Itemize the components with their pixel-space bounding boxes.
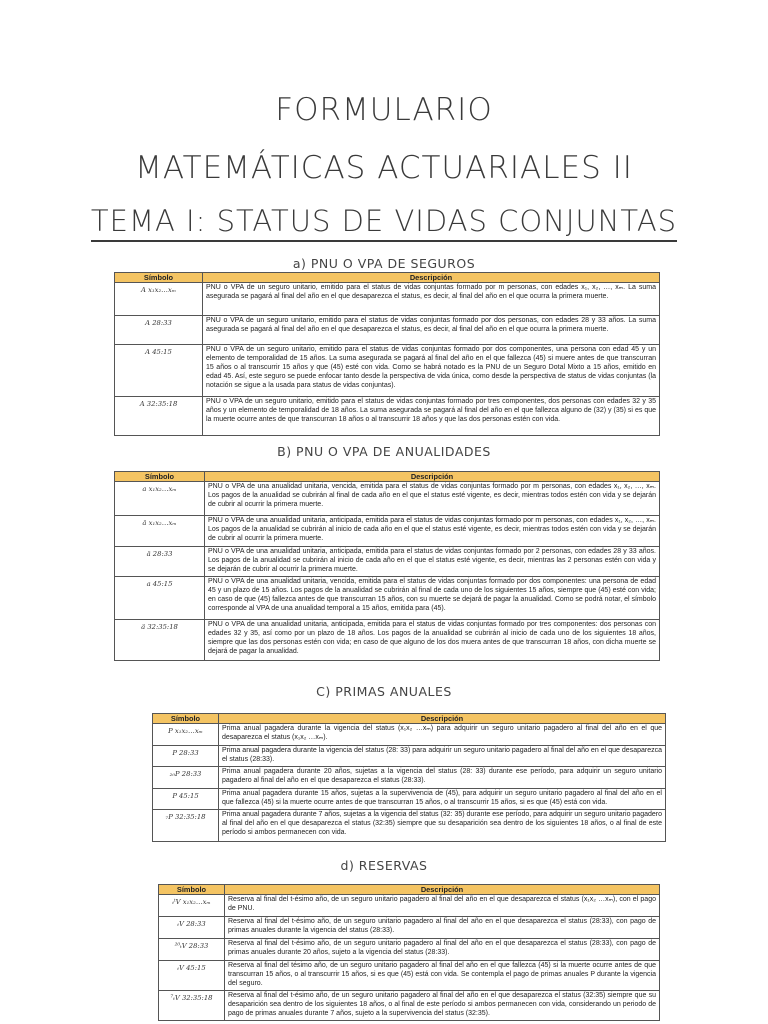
formula-description: Prima anual pagadera durante 20 años, sujetas a la vigencia del status (28: 33) durante ese período, para adquirir un seguro unitario pagadero al final del año en el que desaparezca el status (28:33). (219, 767, 666, 789)
formula-symbol: A x₁x₂…xₘ (115, 283, 203, 316)
table-row (115, 577, 660, 620)
formula-description: PNU o VPA de una anualidad unitaria, anticipada, emitida para el status de vidas conjuntas formado por 2 personas, con edades 28 y 33 años. Los pagos de la anualidad se cubrirán al inicio de cada año en el que el status esté vigente, es decir, mientras las 2 personas estén con vida y se dejarán de cubrir al ocurrir la primera muerte. (205, 547, 660, 577)
table-row (159, 961, 660, 991)
section-c-heading: C) PRIMAS ANUALES (316, 684, 452, 699)
formula-symbol: A 28:33 (115, 316, 203, 345)
formula-description: PNU o VPA de un seguro unitario, emitido para el status de vidas conjuntas formado por tres componentes, dos personas con edades 32 y 35 años y un elemento de temporalidad de 18 años. La suma asegurada se pagará al final del año en el que fallezca alguno de (32) y (35) si es que la muerte ocurre antes de que transcurran 18 años o al transcurrir 18 años y que las dos personas estén con vida. (203, 397, 660, 436)
formula-symbol: ä 28:33 (115, 547, 205, 577)
table-header-row (153, 714, 666, 724)
formula-description: PNU o VPA de un seguro unitario, emitido para el status de vidas conjuntas formado por m personas, con edades x₁, x₂, …, xₘ. La suma asegurada se pagará al final del año en el que desaparezca el status, es decir, al final del año en el que ocurra la primera muerte. (203, 283, 660, 316)
table-row (153, 767, 666, 789)
formula-description: Prima anual pagadera durante la vigencia del status (x₁x₂ …xₘ) para adquirir un seguro unitario pagadero al final del año en el que desaparezca el status (x₁x₂ …xₘ). (219, 724, 666, 746)
col-symbol-header: Símbolo (153, 714, 219, 724)
col-desc-header: Descripción (203, 273, 660, 283)
formula-symbol: P x₁x₂…xₘ (153, 724, 219, 746)
table-seguros (114, 272, 660, 436)
formula-symbol: P 28:33 (153, 746, 219, 767)
formula-description: Reserva al final del t-ésimo año, de un seguro unitario pagadero al final del año en el que desaparezca el status (28:33), con pago de primas anuales durante la vigencia del status (28:33). (225, 917, 660, 939)
table-header-row (159, 885, 660, 895)
table-row (159, 917, 660, 939)
table-row (115, 482, 660, 516)
col-desc-header: Descripción (225, 885, 660, 895)
table-row (159, 991, 660, 1021)
formula-symbol: ₜᵗV x₁x₂…xₘ (159, 895, 225, 917)
formula-description: PNU o VPA de una anualidad unitaria, vencida, emitida para el status de vidas conjuntas formado por m personas, con edades x₁, x₂, …, xₘ. Los pagos de la anualidad se cubrirán al final de cada año en el que el status esté vigente, es decir, mientras todos estén con vida y se dejarán de cubrir al ocurrir la primera muerte. (205, 482, 660, 516)
formula-symbol: P 45:15̅ (153, 789, 219, 810)
formula-symbol: A 45:15̅ (115, 345, 203, 397)
table-header-row (115, 472, 660, 482)
col-symbol-header: Símbolo (115, 273, 203, 283)
formula-symbol: ä x₁x₂…xₘ (115, 516, 205, 547)
table-row (115, 620, 660, 661)
table-row (115, 516, 660, 547)
table-row (115, 547, 660, 577)
title-topic-text: TEMA I: STATUS DE VIDAS CONJUNTAS (91, 204, 677, 242)
table-row (153, 789, 666, 810)
formula-symbol: a x₁x₂…xₘ (115, 482, 205, 516)
section-d-heading: d) RESERVAS (340, 858, 428, 873)
section-a-heading: a) PNU O VPA DE SEGUROS (292, 256, 476, 271)
section-b-heading: B) PNU O VPA DE ANUALIDADES (277, 444, 491, 459)
formula-symbol: ₂₀P 28:33 (153, 767, 219, 789)
formula-description: PNU o VPA de un seguro unitario, emitido para el status de vidas conjuntas formado por dos personas, con edades 28 y 33 años. La suma asegurada se pagará al final del año en el que desaparezca el status, es decir, al final del año en el que ocurra la primera muerte. (203, 316, 660, 345)
col-symbol-header: Símbolo (159, 885, 225, 895)
title-formulario: FORMULARIO (275, 92, 493, 128)
table-row (153, 724, 666, 746)
col-desc-header: Descripción (219, 714, 666, 724)
formula-description: PNU o VPA de una anualidad unitaria, anticipada, emitida para el status de vidas conjuntas formado por tres componentes: dos personas con edades 32 y 35, así como por un plazo de 18 años. Los pagos de la anualidad se cubrirán al inicio de cada uno de los siguientes 18 años, siempre que las dos personas estén con vida; en caso de que alguno de los dos muera antes de que transcurran 18 años, con dicha muerte se dejará de pagar la anualidad. (205, 620, 660, 661)
formula-description: Prima anual pagadera durante la vigencia del status (28: 33) para adquirir un seguro unitario pagadero al final del año en el que desaparezca el status (28:33). (219, 746, 666, 767)
formula-description: Reserva al final del t-ésimo año, de un seguro unitario pagadero al final del año en el que desaparezca el status (32:35) siempre que su desaparición sea dentro de los siguientes 18 años, o al final de este período si ambos permanecen con vida, considerando un periodo de pago de primas anuales durante 7 años, sujeto a la supervivencia del status (32:35). (225, 991, 660, 1021)
formula-description: PNU o VPA de una anualidad unitaria, vencida, emitida para el status de vidas conjuntas formado por dos componentes: una persona de edad 45 y un plazo de 15 años. Los pagos de la anualidad se cubrirán al final de cada uno de los siguientes 15 años, siempre que (45) esté con vida; en caso de que (45) fallezca antes de que transcurran 15 años, con su muerte se dejará de pagar la anualidad. Como se podrá notar, el símbolo corresponde al VPA de una anualidad temporal a 15 años, emitida para (45). (205, 577, 660, 620)
formula-description: PNU o VPA de un seguro unitario, emitido para el status de vidas conjuntas formado por dos componentes, una persona con edad 45 y un elemento de temporalidad de 15 años. La suma asegurada se pagará al final del año en el que fallezca (45) si muere antes de que transcurran 15 años o al transcurrir 15 años y que (45) esté con vida. Como se habrá notado es la PNU de un Seguro Dotal Mixto a 15 años, emitido en edad 45. Así, este seguro se puede enfocar tanto desde la perspectiva de vida única, como desde la perspectiva de status de vidas conjuntas (la notación se sigue a la usada para status de vidas conjuntas). (203, 345, 660, 397)
formula-symbol: ²⁰ₜV 28:33 (159, 939, 225, 961)
table-row (115, 283, 660, 316)
formula-symbol: A 32:35:18̅ (115, 397, 203, 436)
table-anualidades (114, 471, 660, 661)
table-row (115, 397, 660, 436)
table-reservas (158, 884, 660, 1021)
formula-description: Reserva al final del t-ésimo año, de un seguro unitario pagadero al final del año en el que desaparezca el status (28:33), con pago de primas anuales durante 20 años, sujeto a la vigencia del status (28:33). (225, 939, 660, 961)
table-row (115, 345, 660, 397)
title-topic (0, 204, 768, 238)
table-row (153, 746, 666, 767)
formula-symbol: ⁷ₜV 32:35:18̅ (159, 991, 225, 1021)
table-row (159, 939, 660, 961)
table-primas (152, 713, 666, 842)
formula-symbol: ₇P 32:35:18̅ (153, 810, 219, 842)
table-row (159, 895, 660, 917)
formula-description: Prima anual pagadera durante 7 años, sujetas a la vigencia del status (32: 35) durante ese período, para adquirir un seguro unitario pagadero al final del año en el que desaparezca el status (32:35) siempre que su desaparición sea dentro de los siguientes 18 años, o al final de este período si ambos permanecen con vida. (219, 810, 666, 842)
table-row (153, 810, 666, 842)
title-subject: MATEMÁTICAS ACTUARIALES II (135, 150, 633, 186)
formula-symbol: a 45:15̅ (115, 577, 205, 620)
col-symbol-header: Símbolo (115, 472, 205, 482)
formula-description: Reserva al final del tésimo año, de un seguro unitario pagadero al final del año en el que fallezca (45) si la muerte ocurre antes de que transcurran 15 años, o al transcurrir 15 años, si es que (45) está con vida. Se contempla el pago de primas anuales P durante la vigencia del seguro. (225, 961, 660, 991)
formula-description: Prima anual pagadera durante 15 años, sujetas a la supervivencia de (45), para adquirir un seguro unitario pagadero al final del año en el que fallezca (45) si la muerte ocurre antes de que transcurran 15 años, o al transcurrir 15 años, si es que (45) está con vida. (219, 789, 666, 810)
formula-symbol: ₜV 45:15̅ (159, 961, 225, 991)
table-row (115, 316, 660, 345)
formula-symbol: ä 32:35:18̅ (115, 620, 205, 661)
col-desc-header: Descripción (205, 472, 660, 482)
formula-symbol: ₜV 28:33 (159, 917, 225, 939)
formula-description: PNU o VPA de una anualidad unitaria, anticipada, emitida para el status de vidas conjuntas formado por m personas, con edades x₁, x₂, …, xₘ. Los pagos de la anualidad se cubrirán al inicio de cada año en el que el status esté vigente, es decir, mientras todos estén con vida y se dejarán de cubrir al ocurrir la primera muerte. (205, 516, 660, 547)
formula-description: Reserva al final del t-ésimo año, de un seguro unitario pagadero al final del año en el que desaparezca el status (x₁x₂ …xₘ), con el pago de PNU. (225, 895, 660, 917)
table-header-row (115, 273, 660, 283)
